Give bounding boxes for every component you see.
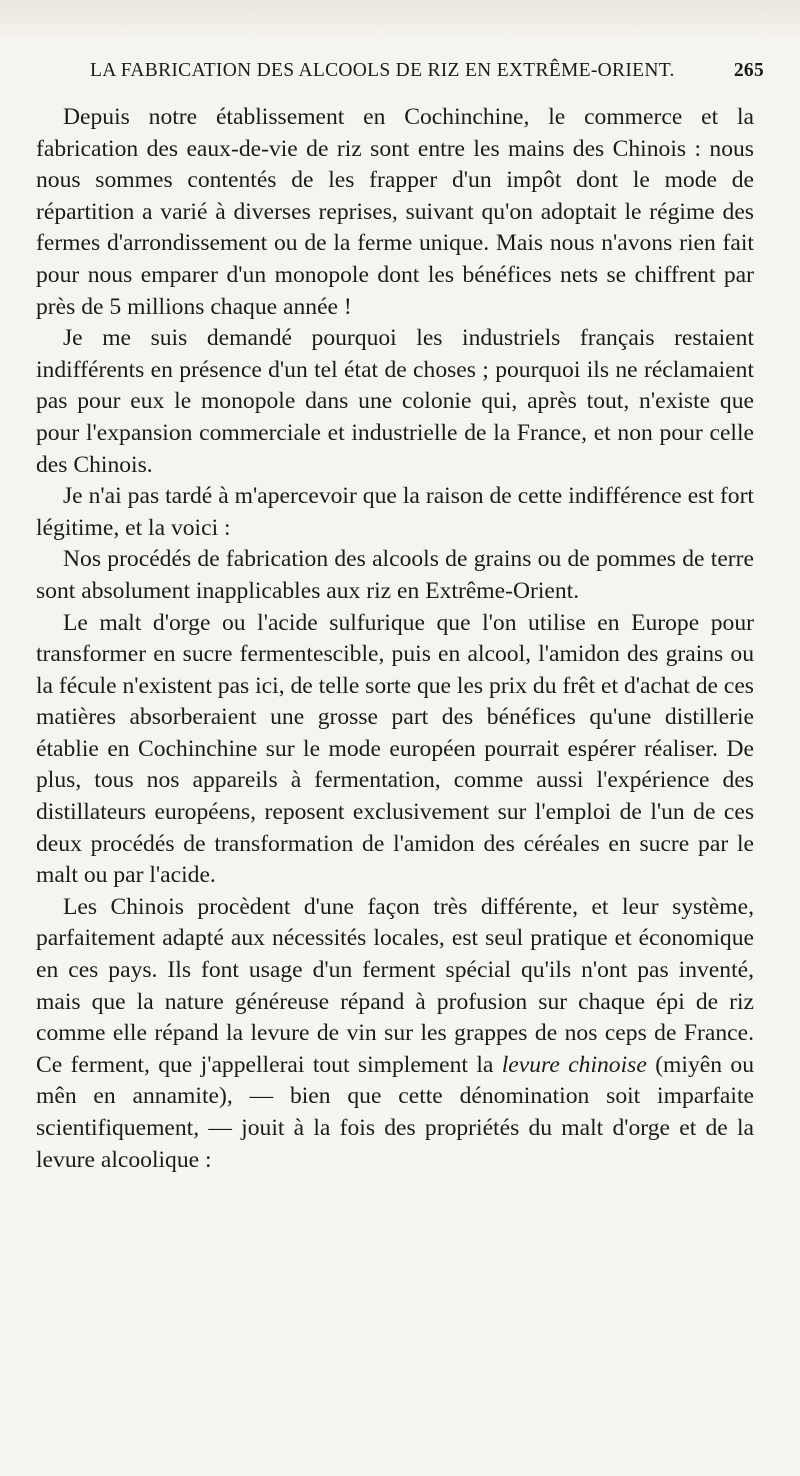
paragraph-6-text-start: Les Chinois procèdent d'une façon très différente, et leur système, parfaitement adapté aux nécessités locales, est seul pratique et économique en ces pays. Ils font usage d'un ferment spécial qu'ils n'ont pas inventé, mais que la nature généreuse répand à profusion sur chaque épi de riz comme elle répand la levure de vin sur les grappes de nos ceps de France. Ce ferment, que j'appellerai tout simplement la: [36, 893, 754, 1078]
paragraph-6: [36, 892, 754, 1176]
paragraph-3: Je n'ai pas tardé à m'apercevoir que la raison de cette indifférence est fort légitime, et la voici :: [36, 483, 754, 541]
running-title: LA FABRICATION DES ALCOOLS DE RIZ EN EXTRÊME-ORIENT.: [90, 60, 675, 81]
running-header: [90, 60, 764, 88]
italic-term: levure chinoise: [501, 1051, 647, 1078]
paragraph-5: Le malt d'orge ou l'acide sulfurique que l'on utilise en Europe pour transformer en sucre fermentescible, puis en alcool, l'amidon des grains ou la fécule n'existent pas ici, de telle sorte que les prix du frêt et d'achat de ces matières absorberaient une grosse part des bénéfices qu'une distillerie établie en Cochinchine sur le mode européen pourrait espérer réaliser. De plus, tous nos appareils à fermentation, comme aussi l'expérience des distillateurs européens, reposent exclusivement sur l'emploi de l'un de ces deux procédés de transformation de l'amidon des céréales en sucre par le malt ou par l'acide.: [36, 609, 754, 889]
paragraph-4: Nos procédés de fabrication des alcools de grains ou de pommes de terre sont absolument inapplicables aux riz en Extrême-Orient.: [36, 546, 754, 604]
paragraph-6-text-end: (miyên ou mên en annamite), — bien que cette dénomination soit imparfaite scientifiquement, — jouit à la fois des propriétés du malt d'orge et de la levure alcoolique :: [36, 1051, 754, 1173]
paragraph-1: Depuis notre établissement en Cochinchine, le commerce et la fabrication des eaux-de-vie de riz sont entre les mains des Chinois : nous nous sommes contentés de les frapper d'un impôt dont le mode de répartition a varié à diverses reprises, suivant qu'on adoptait le régime des fermes d'arrondissement ou de la ferme unique. Mais nous n'avons rien fait pour nous emparer d'un monopole dont les bénéfices nets se chiffrent par près de 5 millions chaque année !: [36, 104, 754, 320]
paragraph-2: Je me suis demandé pourquoi les industriels français restaient indifférents en présence d'un tel état de choses ; pourquoi ils ne réclamaient pas pour eux le monopole dans une colonie qui, après tout, n'existe que pour l'expansion commerciale et industrielle de la France, et non pour celle des Chinois.: [36, 325, 754, 478]
body-text: [36, 102, 754, 1176]
page-number: 265: [733, 60, 764, 81]
